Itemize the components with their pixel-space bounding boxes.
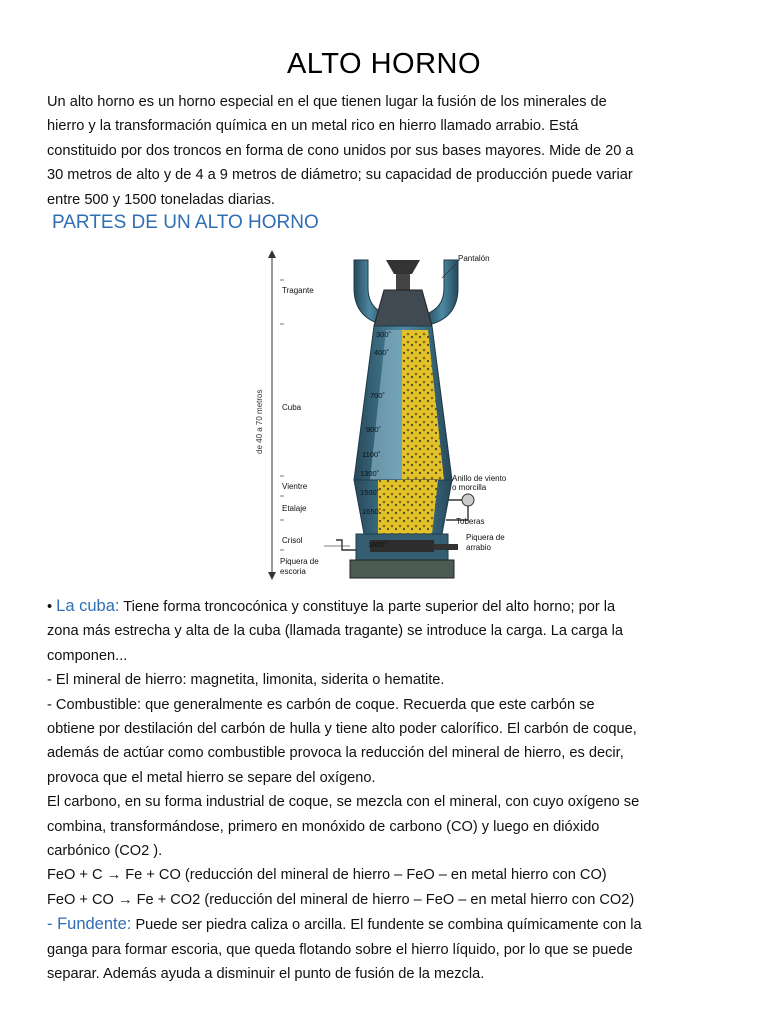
page-title: ALTO HORNO [286,48,482,80]
text-line: - El mineral de hierro: magnetita, limonita, siderita o hematite. [47,672,445,689]
label-piquera-arrabio: Piquera de [466,533,505,542]
text-line: Tiene forma troncocónica y constituye la parte superior del alto horno; por la [119,599,616,615]
temperature-label: 1500˚ [360,488,380,497]
text-line: provoca que el metal hierro se separe del oxígeno. [47,769,376,786]
temperature-label: 1600˚ [368,540,388,549]
blast-furnace-diagram [246,244,526,584]
text-line: ganga para formar escoria, que queda flotando sobre el hierro líquido, por lo que se puede [47,941,633,958]
text-line: obtiene por destilación del carbón de hulla y tiene alto poder calorífico. El carbón de coque, [47,721,637,738]
bullet: • [47,599,57,615]
label-toberas: Toberas [456,517,485,526]
base [350,560,454,578]
hopper [386,260,420,274]
label-piquera-arrabio-2: arrabio [466,543,491,552]
temperature-label: 700˚ [370,391,386,400]
text-line: - Combustible: que generalmente es carbón de coque. Recuerda que este carbón se [47,696,595,713]
text-line: carbónico (CO2 ). [47,843,163,860]
fundente-heading: - Fundente: [47,915,132,934]
label-tragante: Tragante [282,286,314,295]
label-anillo-2: o morcilla [452,483,487,492]
label-pantalon: Pantalón [458,254,490,263]
arrow-up-icon [268,250,276,258]
text-line: combina, transformándose, primero en monóxido de carbono (CO) y luego en dióxido [47,818,600,835]
label-piquera-escoria: Piquera de [280,557,319,566]
hopper-neck [396,274,410,290]
temperature-label: 400˚ [374,348,390,357]
furnace-illustration [246,244,526,584]
cuba-first-line [47,594,717,619]
equation-line: FeO + C → Fe + CO (reducción del mineral de hierro – FeO – en metal hierro con CO) [47,867,607,884]
temperature-label: 1650˚ [362,507,382,516]
arrow-down-icon [268,572,276,580]
label-vientre: Vientre [282,482,308,491]
fundente-first-line [47,912,717,937]
body-text [47,594,717,987]
text-line: separar. Además ayuda a disminuir el punto de fusión de la mezcla. [47,966,485,983]
label-anillo: Anillo de viento [452,474,507,483]
height-label: de 40 a 70 metros [255,389,264,454]
text-line: componen... [47,647,128,664]
intro-paragraph [47,90,717,212]
throat [374,290,432,326]
section-heading: PARTES DE UN ALTO HORNO [52,212,319,233]
text-line: zona más estrecha y alta de la cuba (llamada tragante) se introduce la carga. La carga la [47,623,623,640]
label-crisol: Crisol [282,536,303,545]
intro-line: 30 metros de alto y de 4 a 9 metros de diámetro; su capacidad de producción puede variar [47,167,633,184]
text-line: además de actúar como combustible provoca la reducción del mineral de hierro, es decir, [47,745,624,762]
text-line: Puede ser piedra caliza o arcilla. El fundente se combina químicamente con la [131,917,642,934]
label-etalaje: Etalaje [282,504,307,513]
label-cuba: Cuba [282,403,302,412]
slag-tap [336,540,356,550]
intro-line: entre 500 y 1500 toneladas diarias. [47,191,275,208]
temperature-label: 300˚ [376,330,392,339]
intro-line: constituido por dos troncos en forma de cono unidos por sus bases mayores. Mide de 20 a [47,142,634,159]
temperature-label: 1300˚ [360,469,380,478]
equation-line: FeO + CO → Fe + CO2 (reducción del mineral de hierro – FeO – en metal hierro con CO2) [47,891,635,908]
cuba-heading: La cuba: [56,597,120,615]
temperature-label: 1100˚ [362,450,381,459]
intro-line: hierro y la transformación química en un metal rico en hierro llamado arrabio. Está [47,118,579,135]
right-pipe [426,260,458,326]
charge-lower [378,480,438,534]
temperature-label: 900˚ [366,425,382,434]
text-line: El carbono, en su forma industrial de coque, se mezcla con el mineral, con cuyo oxígeno se [47,794,640,811]
wind-ring-icon [462,494,474,506]
intro-line: Un alto horno es un horno especial en el que tienen lugar la fusión de los minerales de [47,94,607,110]
label-piquera-escoria-2: escoria [280,567,306,576]
iron-tap [434,544,458,550]
